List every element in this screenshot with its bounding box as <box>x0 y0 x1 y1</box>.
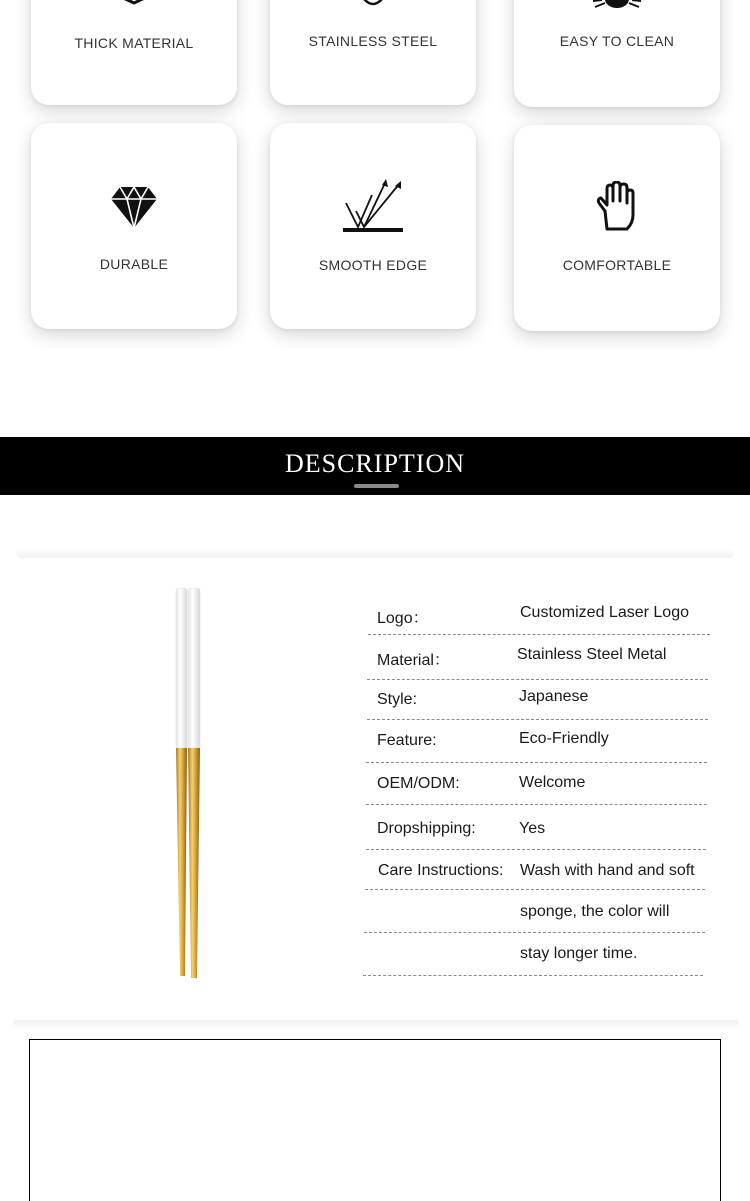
spec-value: sponge, the color will <box>520 903 670 920</box>
spec-value: Yes <box>519 820 546 837</box>
spec-value: Wash with hand and soft <box>520 862 695 879</box>
feature-card-stainless-steel <box>270 0 476 105</box>
spec-value: Stainless Steel Metal <box>517 646 667 663</box>
spec-key: Style: <box>377 691 418 708</box>
spec-divider <box>368 634 710 635</box>
feature-card-durable <box>31 123 237 329</box>
smooth-edge-icon <box>270 177 476 233</box>
spec-key: Logo： <box>377 610 429 627</box>
feature-label: THICK MATERIAL <box>74 35 194 51</box>
spec-key: Care Instructions: <box>378 862 504 879</box>
spec-divider <box>365 889 705 890</box>
title-underline <box>354 484 399 488</box>
feature-label: EASY TO CLEAN <box>559 33 675 49</box>
shield-icon <box>31 0 237 7</box>
feature-card-thick-material <box>31 0 237 105</box>
chopsticks-image <box>168 586 208 987</box>
spec-value: Welcome <box>519 774 586 791</box>
panel-divider <box>16 548 734 558</box>
spec-value: Eco-Friendly <box>519 730 609 747</box>
spec-key: Feature: <box>377 732 437 749</box>
description-banner <box>0 437 750 495</box>
feature-card-smooth-edge <box>270 123 476 329</box>
spec-divider <box>364 932 705 933</box>
feature-label: SMOOTH EDGE <box>318 257 428 273</box>
spec-value: Japanese <box>519 688 589 705</box>
spec-key: OEM/ODM: <box>377 775 460 792</box>
spec-key: Dropshipping: <box>377 820 476 837</box>
feature-card-easy-to-clean <box>514 0 720 107</box>
spec-key: Material： <box>377 652 450 669</box>
spec-divider <box>366 762 707 763</box>
spec-divider <box>363 975 703 976</box>
feature-label: COMFORTABLE <box>562 257 672 273</box>
hand-icon <box>514 181 720 233</box>
sparkle-icon <box>514 0 720 11</box>
diamond-icon <box>31 185 237 229</box>
drop-icon <box>270 0 476 7</box>
spec-divider <box>367 679 708 680</box>
feature-label: STAINLESS STEEL <box>308 33 438 49</box>
panel-divider <box>12 1020 740 1030</box>
spec-value: stay longer time. <box>520 945 638 962</box>
spec-divider <box>366 804 707 805</box>
image-placeholder <box>29 1039 721 1201</box>
section-title: DESCRIPTION <box>284 449 465 478</box>
feature-label: DURABLE <box>99 256 169 272</box>
spec-divider <box>367 719 708 720</box>
spec-value: Customized Laser Logo <box>520 604 689 621</box>
spec-divider <box>366 849 706 850</box>
feature-card-comfortable <box>514 125 720 331</box>
